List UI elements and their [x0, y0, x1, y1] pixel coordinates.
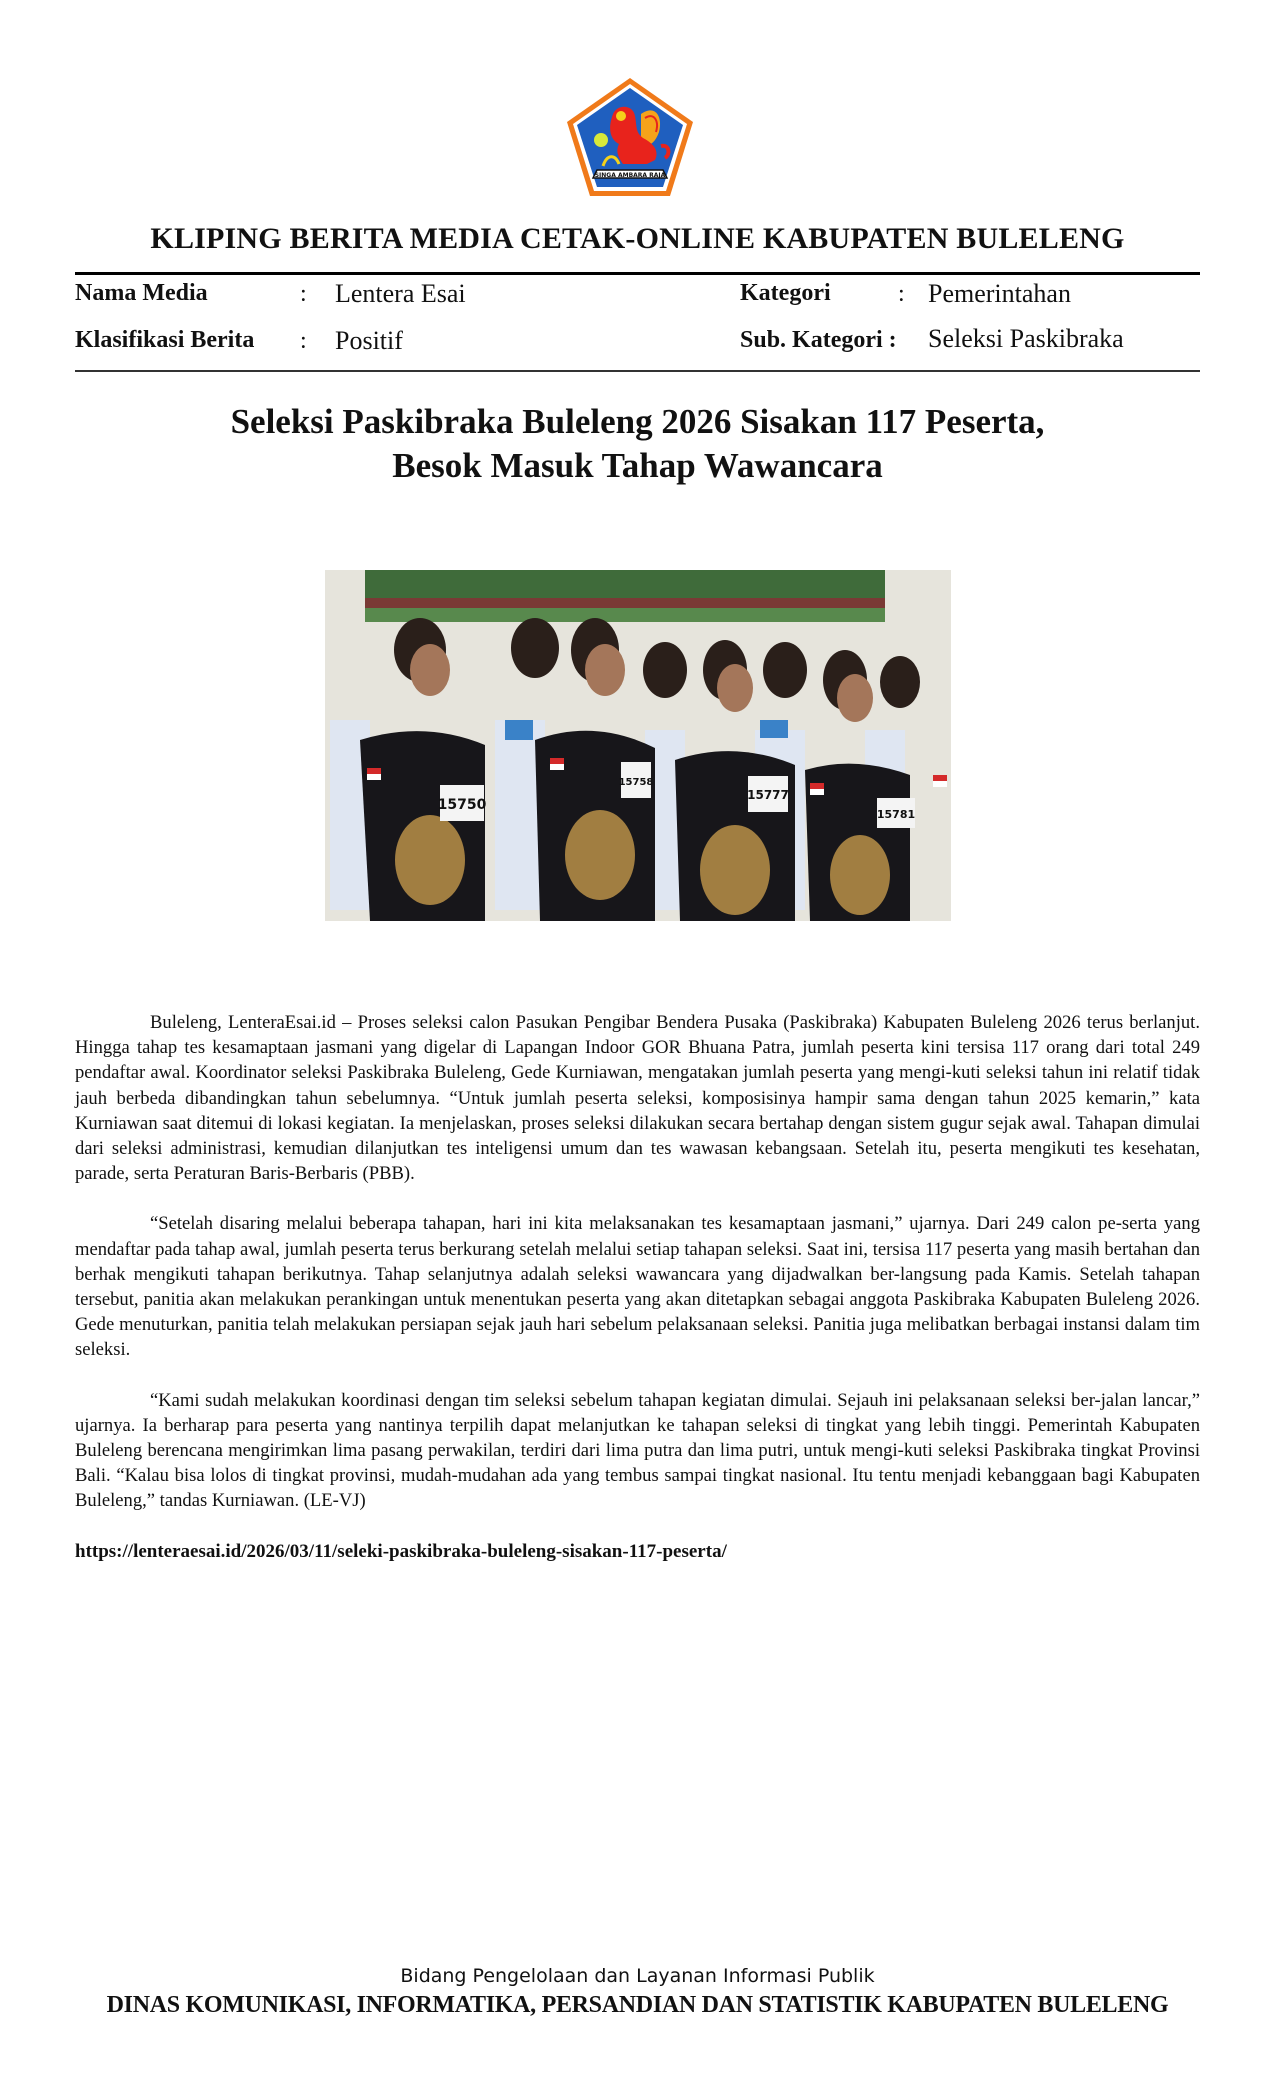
sub-category-value: Seleksi Paskibraka — [928, 324, 1124, 353]
article-photo — [325, 570, 951, 921]
news-classification-value: Positif — [335, 326, 403, 355]
article-paragraph-1: Buleleng, LenteraEsai.id – Proses seleksi calon Pasukan Pengibar Bendera Pusaka (Paskibraka) Kabupaten Buleleng 2026 terus berlanjut. Hingga tahap tes kesamaptaan jasmani yang digelar di Lapangan Indoor GOR Bhuana Patra, jumlah peserta kini tersisa 117 orang dari total 249 pendaftar awal. Koordinator seleksi Paskibraka Buleleng, Gede Kurniawan, mengatakan jumlah peserta yang mengi-kuti seleksi tahun ini relatif tidak jauh berbeda dibandingkan tahun sebelumnya. “Untuk jumlah peserta seleksi, komposisinya hampir sama dengan tahun 2025 kemarin,” kata Kurniawan saat ditemui di lokasi kegiatan. Ia menjelaskan, proses seleksi dilakukan secara bertahap dengan sistem gugur sejak awal. Tahapan dimulai dari seleksi administrasi, kemudian dilanjutkan tes inteligensi umum dan tes wawasan kebangsaan. Setelah itu, peserta mengikuti tes kesehatan, parade, serta Peraturan Baris-Berbaris (PBB). — [75, 1012, 1200, 1185]
media-name-value: Lentera Esai — [335, 279, 466, 308]
bib-number: 15750 — [437, 797, 487, 813]
buleleng-coat-of-arms-icon — [563, 74, 697, 200]
clipping-header-title: KLIPING BERITA MEDIA CETAK-ONLINE KABUPATEN BULELENG — [150, 222, 1125, 255]
source-url-link[interactable]: https://lenteraesai.id/2026/03/11/seleki-paskibraka-buleleng-sisakan-117-peserta/ — [75, 1541, 727, 1562]
footer-agency-name: DINAS KOMUNIKASI, INFORMATIKA, PERSANDIAN DAN STATISTIK KABUPATEN BULELENG — [106, 1992, 1169, 2018]
logo-motto: SINGA AMBARA RAJA — [594, 172, 666, 179]
footer-unit-name: Bidang Pengelolaan dan Layanan Informasi Publik — [400, 1965, 875, 1987]
sub-category-label: Sub. Kategori : — [740, 327, 897, 353]
news-classification-label: Klasifikasi Berita — [75, 327, 255, 353]
category-colon: : — [898, 281, 905, 307]
article-title-line-1: Seleksi Paskibraka Buleleng 2026 Sisakan 117 Peserta, — [230, 402, 1045, 441]
bib-number: 15777 — [747, 788, 789, 802]
bib-number: 15758 — [618, 777, 654, 788]
bib-number: 15781 — [876, 808, 916, 821]
article-body — [75, 1010, 1200, 1539]
header-divider-top — [75, 272, 1200, 275]
media-name-colon: : — [300, 281, 307, 307]
article-title — [75, 400, 1200, 488]
news-classification-colon: : — [300, 328, 307, 354]
category-value: Pemerintahan — [928, 279, 1071, 308]
header-divider-bottom — [75, 370, 1200, 372]
paskibraka-candidates-photo — [325, 570, 951, 921]
article-title-line-2: Besok Masuk Tahap Wawancara — [392, 446, 883, 485]
category-label: Kategori — [740, 280, 831, 306]
article-paragraph-3: “Kami sudah melakukan koordinasi dengan tim seleksi sebelum tahapan kegiatan dimulai. Sejauh ini pelaksanaan seleksi ber-jalan lancar,” ujarnya. Ia berharap para peserta yang nantinya terpilih dapat melanjutkan ke tahapan seleksi di tingkat yang lebih tinggi. Pemerintah Kabupaten Buleleng berencana mengirimkan lima pasang perwakilan, terdiri dari lima putra dan lima putri, untuk mengi-kuti seleksi Paskibraka tingkat Provinsi Bali. “Kalau bisa lolos di tingkat provinsi, mudah-mudahan ada yang tembus sampai tingkat nasional. Itu tentu menjadi kebanggaan bagi Kabupaten Buleleng,” tandas Kurniawan. (LE-VJ) — [75, 1389, 1200, 1512]
media-name-label: Nama Media — [75, 280, 208, 306]
article-paragraph-2: “Setelah disaring melalui beberapa tahapan, hari ini kita melaksanakan tes kesamaptaan jasmani,” ujarnya. Dari 249 calon pe-serta yang mendaftar pada tahap awal, jumlah peserta terus berkurang setelah melalui setiap tahapan seleksi. Saat ini, tersisa 117 peserta yang masih bertahan dan berhak mengikuti tahapan berikutnya. Tahap selanjutnya adalah seleksi wawancara yang dijadwalkan ber-langsung pada Kamis. Setelah tahapan tersebut, panitia akan melakukan perankingan untuk menentukan peserta yang akan ditetapkan sebagai anggota Paskibraka Kabupaten Buleleng 2026. Gede menuturkan, panitia telah melakukan persiapan sejak jauh hari sebelum pelaksanaan seleksi. Panitia juga melibatkan berbagai instansi dalam tim seleksi. — [75, 1213, 1200, 1361]
regency-logo — [563, 74, 697, 200]
